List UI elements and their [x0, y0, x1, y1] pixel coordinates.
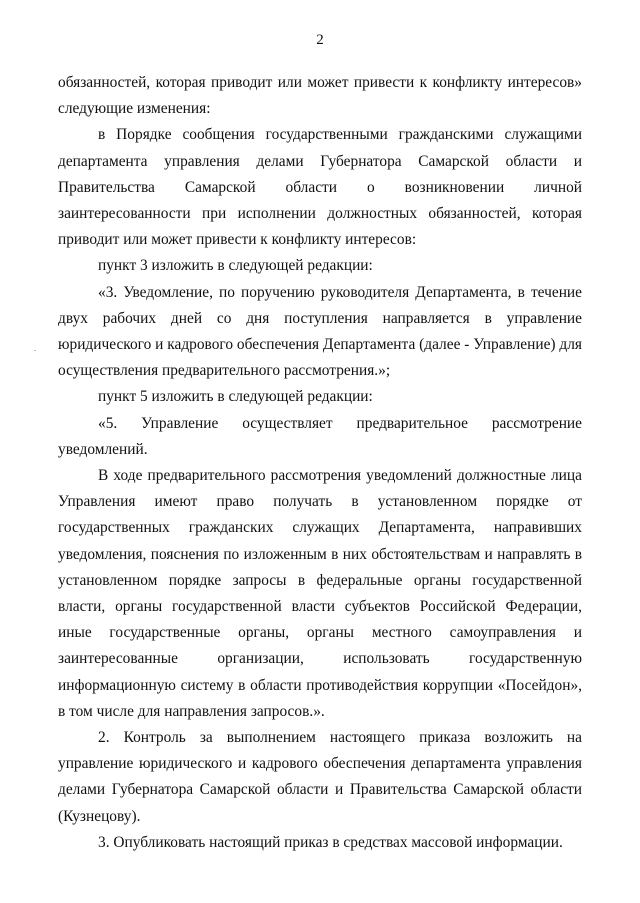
paragraph-item5-heading: пункт 5 изложить в следующей редакции:: [98, 388, 373, 406]
paragraph-item3-text: «3. Уведомление, по поручению руководителя Департамента, в течение двух рабочих дней со дня поступления направляется в управление юридического и кадрового обеспечения Департамента (далее - Управление) для осуществления предварительного рассмотрения.»;: [58, 283, 582, 380]
paragraph-continuation: обязанностей, которая приводит или может привести к конфликту интересов» следующие изменения:: [58, 74, 582, 118]
page-number: 2: [316, 32, 324, 48]
paragraph-control: 2. Контроль за выполнением настоящего приказа возложить на управление юридического и кадрового обеспечения департамента управления делами Губернатора Самарской области и Правительства Самарской области (Кузнецову).: [58, 729, 582, 825]
paragraph-procedure-intro: в Порядке сообщения государственными гражданскими служащими департамента управления делами Губернатора Самарской области и Правительства Самарской области о возникновении личной заинтересованности при исполнении должностных обязанностей, которая приводит или может привести к конфликту интересов:: [58, 126, 582, 249]
paragraph-item3-heading: пункт 3 изложить в следующей редакции:: [98, 257, 373, 275]
paragraph-item5-text: «5. Управление осуществляет предварительное рассмотрение уведомлений.: [58, 414, 582, 458]
paragraph-preliminary-review: В ходе предварительного рассмотрения уведомлений должностные лица Управления имеют право получать в установленном порядке от государственных гражданских служащих Департамента, направивших уведомления, пояснения по изложенным в них обстоятельствам и направлять в установленном порядке запросы в федеральные органы государственной власти, органы государственной власти субъектов Российской Федерации, иные государственные органы, органы местного самоуправления и заинтересованные организации, использовать государственную информационную систему в области противодействия коррупции «Посейдон», в том числе для направления запросов.».: [58, 467, 582, 720]
margin-mark: [34, 350, 36, 351]
paragraph-publish: 3. Опубликовать настоящий приказ в средствах массовой информации.: [98, 833, 563, 851]
document-body: [58, 70, 582, 856]
